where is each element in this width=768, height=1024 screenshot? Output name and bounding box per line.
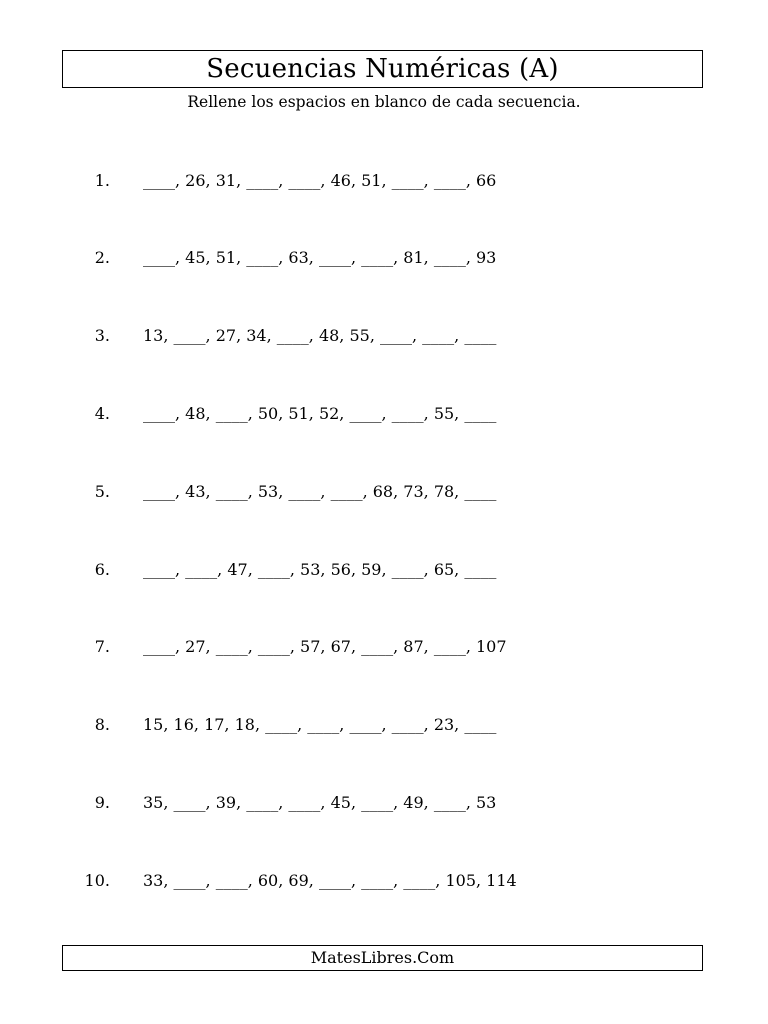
problem-sequence: ____, ____, 47, ____, 53, 56, 59, ____, 65, ____: [143, 560, 497, 579]
problem-number: 8.: [94, 715, 110, 734]
problem-10: [0, 869, 768, 893]
footer-site: MatesLibres.Com: [310, 948, 455, 967]
footer-box: [62, 945, 703, 971]
problem-number: 1.: [94, 171, 110, 190]
problem-number: 5.: [94, 482, 110, 501]
problem-9: [0, 791, 768, 815]
problem-8: [0, 713, 768, 737]
problem-sequence: 15, 16, 17, 18, ____, ____, ____, ____, 23, ____: [143, 715, 497, 734]
problem-number: 3.: [94, 326, 110, 345]
problem-number: 4.: [94, 404, 110, 423]
page-title: Secuencias Numéricas (A): [206, 54, 559, 84]
problem-sequence: 35, ____, 39, ____, ____, 45, ____, 49, ____, 53: [143, 793, 497, 812]
problem-sequence: 33, ____, ____, 60, 69, ____, ____, ____, 105, 114: [143, 871, 517, 890]
problem-number: 7.: [94, 637, 110, 656]
problem-number: 2.: [94, 248, 110, 267]
problem-number: 6.: [94, 560, 110, 579]
problem-sequence: ____, 43, ____, 53, ____, ____, 68, 73, 78, ____: [143, 482, 497, 501]
problem-sequence: ____, 48, ____, 50, 51, 52, ____, ____, 55, ____: [143, 404, 497, 423]
problem-7: [0, 635, 768, 659]
problem-number: 10.: [84, 871, 110, 890]
problem-number: 9.: [94, 793, 110, 812]
problem-sequence: ____, 27, ____, ____, 57, 67, ____, 87, ____, 107: [143, 637, 507, 656]
problem-4: [0, 402, 768, 426]
problem-1: [0, 169, 768, 193]
problem-sequence: ____, 45, 51, ____, 63, ____, ____, 81, ____, 93: [143, 248, 497, 267]
problem-3: [0, 324, 768, 348]
problem-5: [0, 480, 768, 504]
problem-6: [0, 558, 768, 582]
problem-sequence: 13, ____, 27, 34, ____, 48, 55, ____, ____, ____: [143, 326, 497, 345]
problem-sequence: ____, 26, 31, ____, ____, 46, 51, ____, ____, 66: [143, 171, 497, 190]
problem-2: [0, 246, 768, 270]
title-box: [62, 50, 703, 88]
instructions: Rellene los espacios en blanco de cada secuencia.: [187, 93, 581, 111]
